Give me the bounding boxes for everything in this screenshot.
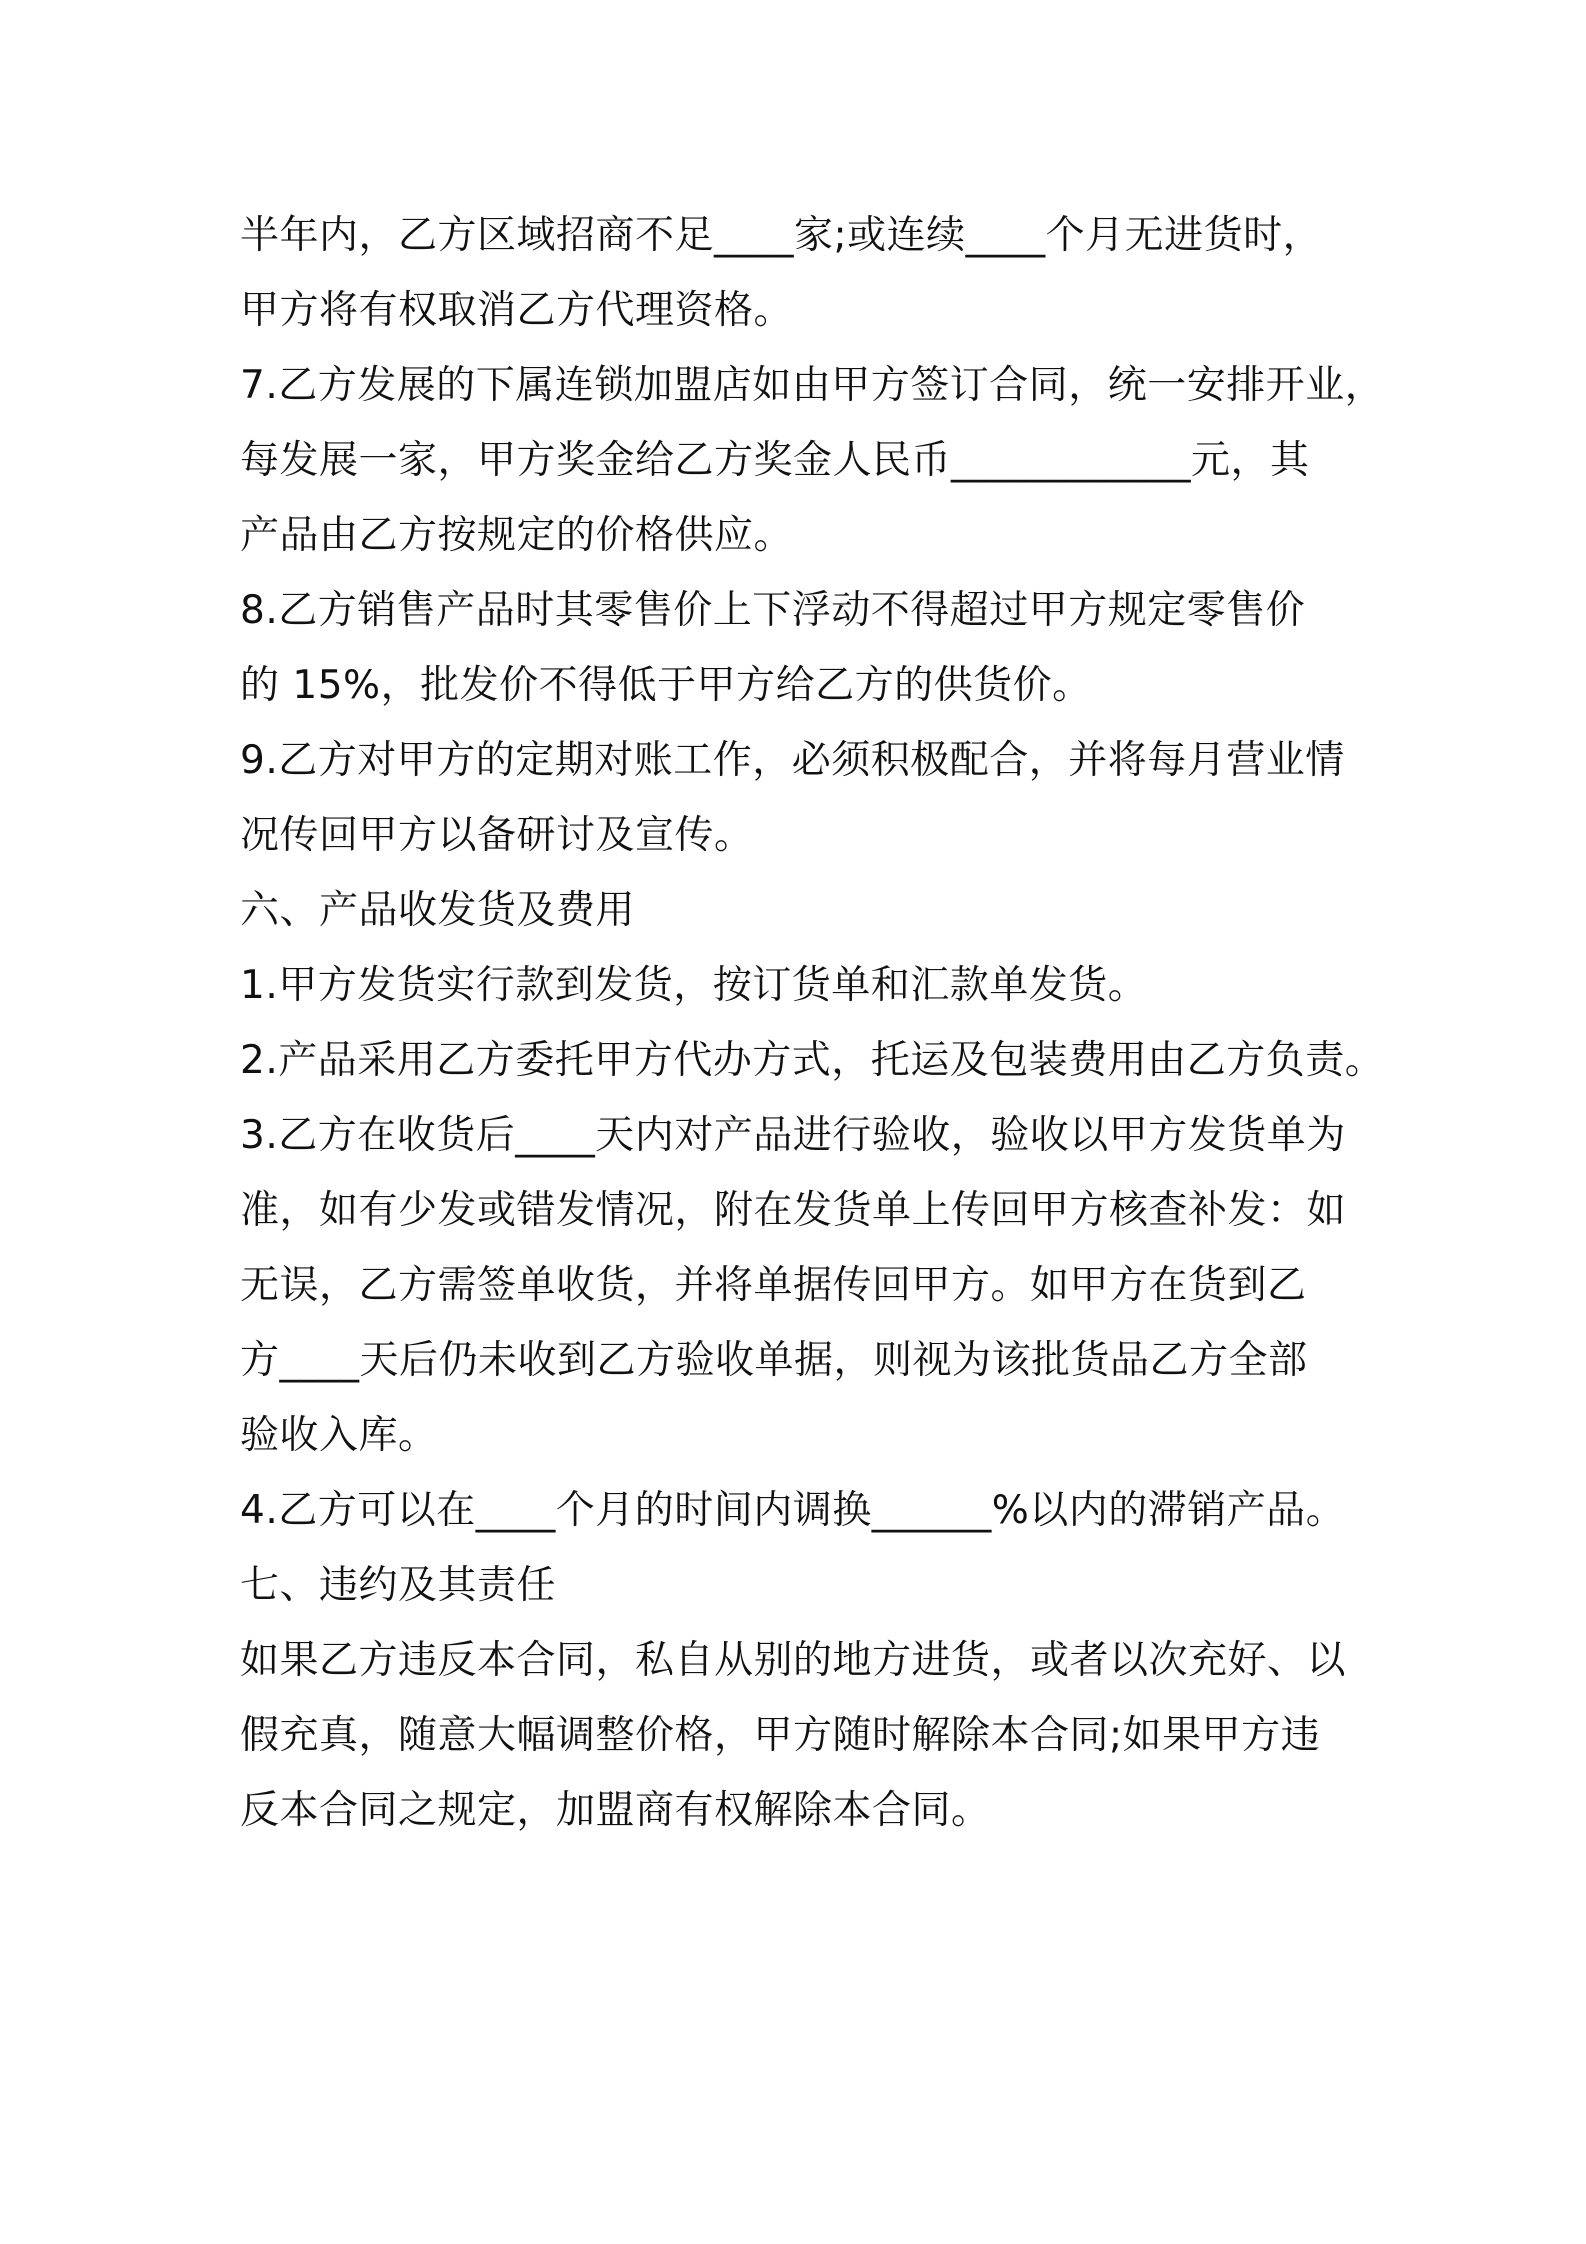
text-line: 半年内，乙方区域招商不足____家;或连续____个月无进货时， [240, 213, 1323, 258]
clause-7-line: 7.乙方发展的下属连锁加盟店如由甲方签订合同，统一安排开业， [240, 363, 1385, 408]
text-line: 反本合同之规定，加盟商有权解除本合同。 [240, 1788, 991, 1833]
clause-6-3-line: 3.乙方在收货后____天内对产品进行验收，验收以甲方发货单为 [240, 1113, 1346, 1158]
text-line: 准，如有少发或错发情况，附在发货单上传回甲方核查补发：如 [240, 1188, 1347, 1233]
clause-6-4-line: 4.乙方可以在____个月的时间内调换______%以内的滞销产品。 [240, 1488, 1346, 1533]
text-line: 假充真，随意大幅调整价格，甲方随时解除本合同;如果甲方违 [240, 1713, 1321, 1758]
section-heading-7: 七、违约及其责任 [240, 1563, 557, 1608]
clause-9-line: 9.乙方对甲方的定期对账工作，必须积极配合，并将每月营业情 [240, 738, 1345, 783]
text-line: 如果乙方违反本合同，私自从别的地方进货，或者以次充好、以 [240, 1638, 1347, 1683]
text-line: 方____天后仍未收到乙方验收单据，则视为该批货品乙方全部 [240, 1338, 1308, 1383]
document-body [240, 198, 1385, 1848]
text-line: 况传回甲方以备研讨及宣传。 [240, 813, 754, 858]
clause-6-2-line: 2.产品采用乙方委托甲方代办方式，托运及包装费用由乙方负责。 [240, 1038, 1385, 1083]
text-line: 每发展一家，甲方奖金给乙方奖金人民币____________元，其 [240, 438, 1310, 483]
text-line: 的 15%，批发价不得低于甲方给乙方的供货价。 [240, 663, 1092, 708]
text-line: 无误，乙方需签单收货，并将单据传回甲方。如甲方在货到乙 [240, 1263, 1307, 1308]
text-line: 验收入库。 [240, 1413, 438, 1458]
clause-6-1-line: 1.甲方发货实行款到发货，按订货单和汇款单发货。 [240, 963, 1148, 1008]
clause-8-line: 8.乙方销售产品时其零售价上下浮动不得超过甲方规定零售价 [240, 588, 1306, 633]
text-line: 甲方将有权取消乙方代理资格。 [240, 288, 794, 333]
text-line: 产品由乙方按规定的价格供应。 [240, 513, 794, 558]
section-heading-6: 六、产品收发货及费用 [240, 888, 636, 933]
